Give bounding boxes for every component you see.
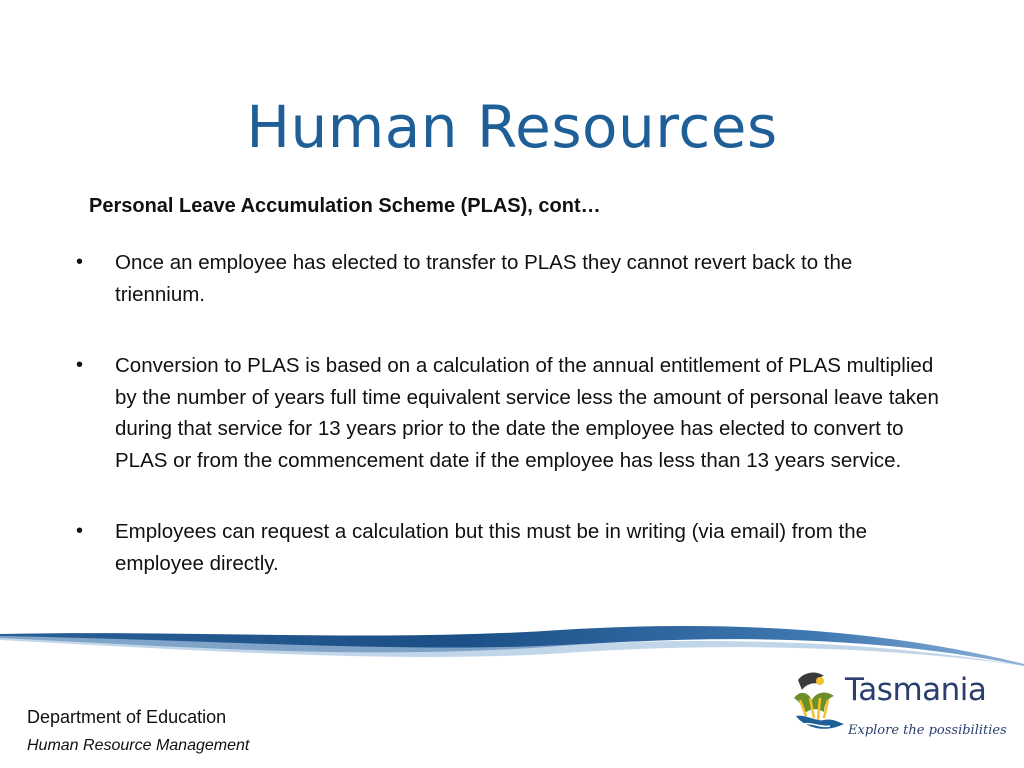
bullet-item (70, 247, 940, 310)
bullet-text: Employees can request a calculation but this must be in writing (via email) from the employee directly. (115, 520, 868, 575)
logo-tagline: Explore the possibilities (848, 723, 1007, 738)
bullet-marker: • (76, 354, 84, 376)
bullet-text: Once an employee has elected to transfer to PLAS they cannot revert back to the triennium. (115, 251, 853, 306)
bullet-marker: • (76, 251, 84, 273)
footer-unit: Human Resource Management (27, 737, 250, 754)
logo-wordmark: Tasmania (845, 672, 987, 708)
bullet-item (70, 350, 940, 476)
bullet-list (70, 247, 940, 619)
slide-subtitle: Personal Leave Accumulation Scheme (PLAS), cont… (89, 195, 601, 217)
tasmania-logo (790, 670, 1007, 750)
bullet-item (70, 516, 940, 579)
slide-title: Human Resources (246, 93, 778, 161)
decorative-swoosh (0, 600, 1024, 680)
tasmania-emblem-icon (790, 670, 848, 732)
bullet-marker: • (76, 520, 84, 542)
footer-department: Department of Education (27, 707, 227, 727)
bullet-text: Conversion to PLAS is based on a calculation of the annual entitlement of PLAS multiplied by the number of years full time equivalent service less the amount of personal leave taken during that service for 13 years prior to the date the employee has elected to convert to PLAS or from the commencement date if the employee has less than 13 years service. (115, 354, 939, 472)
